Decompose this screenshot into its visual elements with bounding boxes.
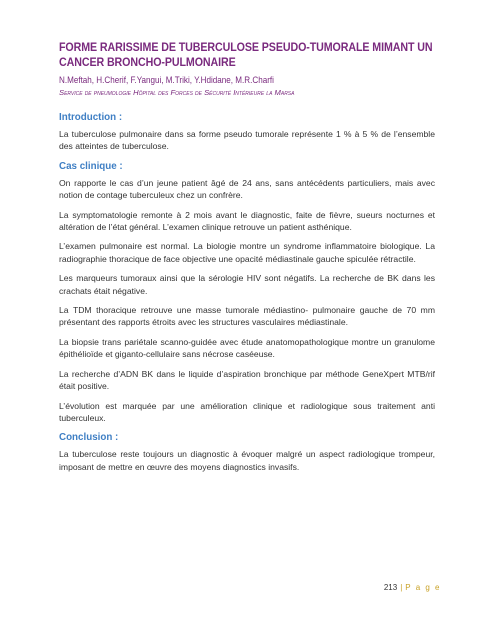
page-number: 213 (383, 583, 398, 592)
paper-title: FORME RARISSIME DE TUBERCULOSE PSEUDO-TUMORALE MIMANT UN CANCER BRONCHO-PULMONAIRE (59, 41, 433, 69)
case-paragraph-7: La recherche d’ADN BK dans le liquide d’aspiration bronchique par méthode GeneXpert MTB/rif était positive. (59, 368, 435, 392)
page-label: P a g e (405, 583, 441, 592)
document-body (59, 40, 435, 480)
affiliation: Service de pneumologie Hôpital des Forces de Sécurité Intérieure la Marsa (59, 88, 295, 97)
author-list: N.Meftah, H.Cherif, F.Yangui, M.Triki, Y.Hdidane, M.R.Charfi (59, 75, 274, 85)
page-footer (384, 583, 441, 592)
case-paragraph-8: L’évolution est marquée par une amélioration clinique et radiologique sous traitement anti tuberculeux. (59, 400, 435, 423)
introduction-text: La tuberculose pulmonaire dans sa forme pseudo tumorale représente 1 % à 5 % de l’ensemble des atteintes de tuberculose. (59, 129, 435, 152)
case-paragraph-5: La TDM thoracique retrouve une masse tumorale médiastino- pulmonaire gauche de 70 mm présentant des rapports étroits avec les structures vasculaires médiastinale. (59, 305, 435, 328)
conclusion-heading: Conclusion : (59, 432, 119, 444)
case-heading: Cas clinique : (59, 160, 123, 172)
introduction-heading: Introduction : (59, 112, 123, 123)
case-paragraph-6: La biopsie trans pariétale scanno-guidée avec étude anatomopathologique montre un granulome épithélioïde et giganto-cellulaire sans nécrose caséeuse. (59, 336, 435, 360)
case-paragraph-1: On rapporte le cas d’un jeune patient âgé de 24 ans, sans antécédents particuliers, mais avec notion de contage tuberculeux chez un confrère. (59, 177, 435, 201)
case-paragraph-4: Les marqueurs tumoraux ainsi que la sérologie HIV sont négatifs. La recherche de BK dans les crachats était négative. (59, 273, 435, 296)
case-paragraph-3: L’examen pulmonaire est normal. La biologie montre un syndrome inflammatoire biologique. La radiographie thoracique de face objective une opacité médiastinale gauche spiculée rétractile. (59, 241, 435, 264)
footer-separator: | (400, 583, 403, 592)
conclusion-text: La tuberculose reste toujours un diagnostic à évoquer malgré un aspect radiologique trompeur, imposant de mettre en œuvre des moyens diagnostics invasifs. (59, 449, 435, 472)
case-paragraph-2: La symptomatologie remonte à 2 mois avant le diagnostic, faite de fièvre, sueurs nocturnes et altération de l’état général. L’examen clinique retrouve un patient asthénique. (59, 209, 435, 233)
